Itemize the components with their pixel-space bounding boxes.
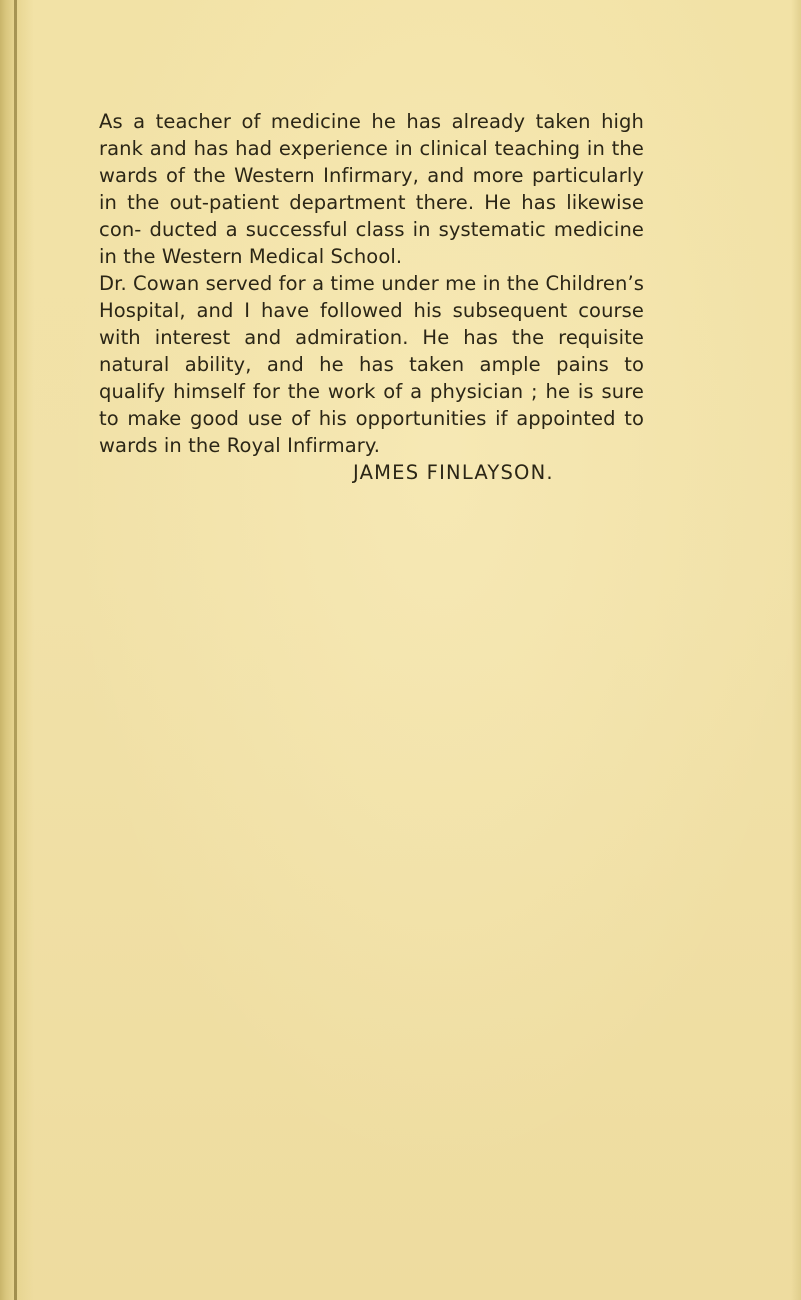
binding-gutter-shadow bbox=[0, 0, 34, 1300]
binding-edge-line bbox=[14, 0, 17, 1300]
page-right-edge bbox=[791, 0, 801, 1300]
paragraph-teaching: As a teacher of medicine he has already taken high rank and has had experience in clinical teaching in the wards of the Western Infirmary, and more particularly in the out-patient department there. He has likewise con- ducted a successful class in systematic medicine in the Western Medical School. bbox=[99, 110, 644, 268]
paragraph-endorsement: Dr. Cowan served for a time under me in the Children’s Hospital, and I have followed his subsequent course with interest and admiration. He has the requisite natural ability, and he has taken ample pains to qualify himself for the work of a physician ; he is sure to make good use of his opportunities if appointed to wards in the Royal Infirmary. bbox=[99, 272, 644, 457]
signature: JAMES FINLAYSON. bbox=[353, 461, 554, 484]
letter-body bbox=[99, 108, 644, 486]
